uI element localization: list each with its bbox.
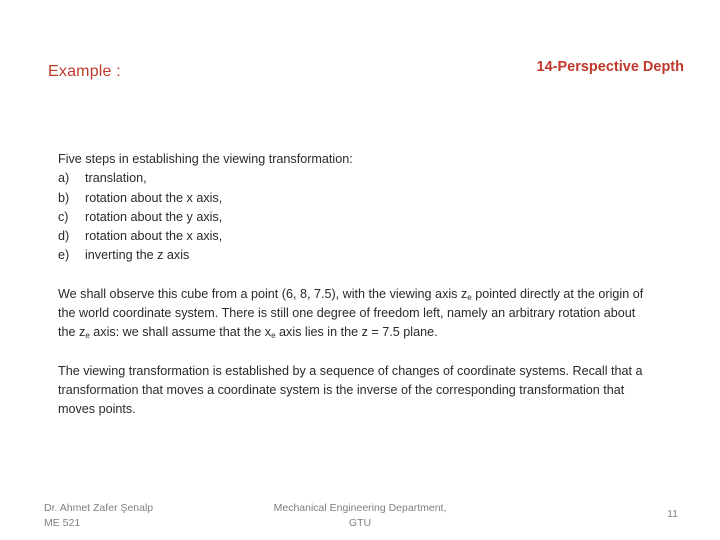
paragraph-text: axis: we shall assume that the x — [89, 325, 272, 340]
paragraph-transformation: The viewing transformation is established by a sequence of changes of coordinate systems. Recall that a transformation that moves a coordinate system is the inverse of the corresponding transformation that moves points. — [58, 363, 643, 417]
page-number: 11 — [667, 508, 678, 520]
paragraph-text: We shall observe this cube from a point (6, 8, 7.5), with the viewing axis z — [58, 286, 468, 301]
list-item — [58, 227, 648, 246]
paragraph-text: pointed directly at the origin of the world coordinate system. There is still one degree of freedom left, namely an arbitrary rotation about the z — [58, 286, 644, 340]
footer-author: Dr. Ahmet Zafer Şenalp — [44, 502, 154, 514]
list-item — [58, 169, 648, 188]
list-marker: b) — [58, 190, 70, 205]
subscript-e: e — [85, 331, 90, 341]
list-item-text: inverting the z axis — [85, 248, 190, 263]
list-item — [58, 208, 648, 227]
section-title: 14-Perspective Depth — [536, 59, 684, 75]
list-item — [58, 246, 648, 265]
steps-list — [58, 169, 648, 265]
example-label: Example : — [48, 63, 121, 80]
list-item-text: translation, — [85, 171, 147, 186]
footer-department-block — [260, 501, 460, 530]
list-item-text: rotation about the x axis, — [85, 190, 223, 205]
footer-department: Mechanical Engineering Department, — [273, 502, 447, 514]
subscript-e: e — [271, 331, 276, 341]
list-item-text: rotation about the y axis, — [85, 209, 223, 224]
list-marker: d) — [58, 229, 70, 244]
list-marker: c) — [58, 209, 69, 224]
steps-intro: Five steps in establishing the viewing transformation: — [58, 152, 353, 166]
subscript-e: e — [467, 292, 472, 302]
list-marker: a) — [58, 171, 70, 186]
slide-body — [58, 150, 648, 420]
list-item — [58, 189, 648, 208]
footer-author-block — [44, 501, 153, 530]
list-marker: e) — [58, 248, 70, 263]
paragraph-text: axis lies in the z = 7.5 plane. — [275, 325, 438, 340]
list-item-text: rotation about the x axis, — [85, 229, 223, 244]
paragraph-viewpoint — [58, 285, 648, 343]
footer-university: GTU — [348, 516, 372, 529]
footer-course: ME 521 — [44, 516, 81, 529]
